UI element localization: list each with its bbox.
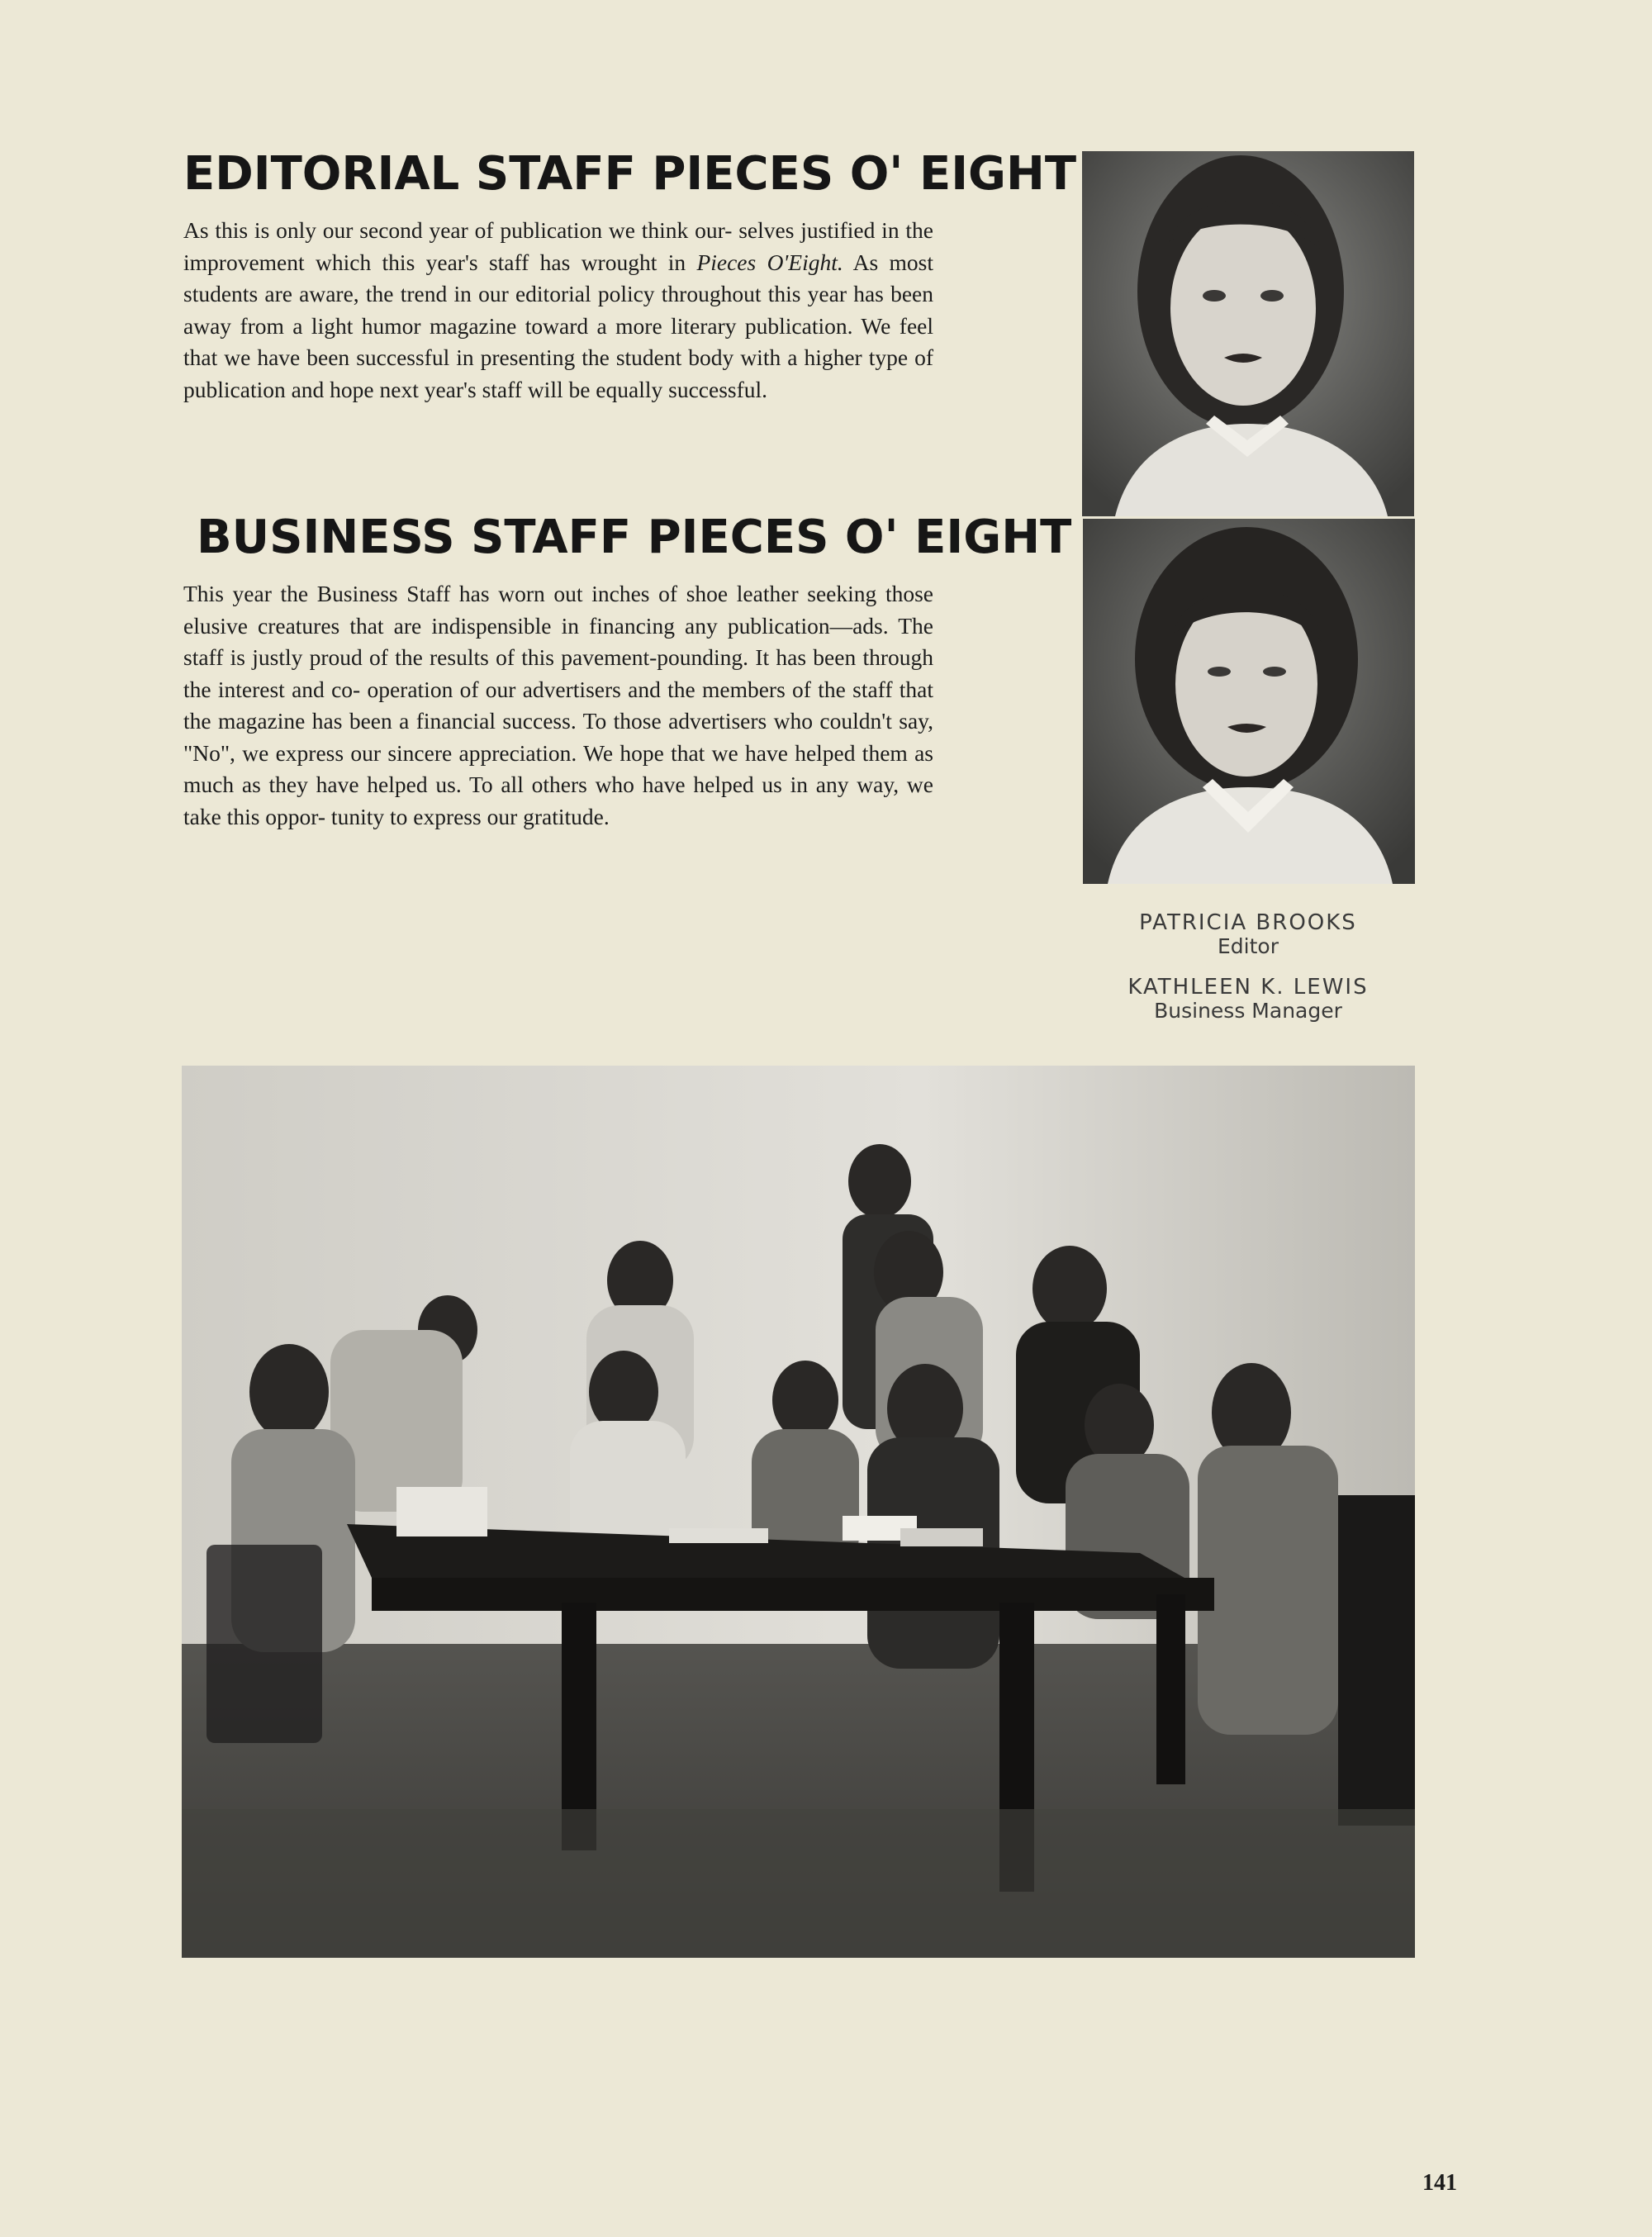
- editor-role: Editor: [1218, 934, 1279, 958]
- editorial-text-before: As this is only our second year of publication we think our- selves justified in the improvement which this year's staff has wrought in: [183, 217, 933, 275]
- business-manager-role: Business Manager: [1154, 999, 1342, 1023]
- editorial-heading: EDITORIAL STAFF PIECES O' EIGHT: [183, 147, 1077, 201]
- page-number: 141: [1422, 2170, 1457, 2196]
- business-manager-caption: [1082, 975, 1414, 1023]
- staff-group-photo: [182, 1066, 1415, 1958]
- editorial-paragraph: [183, 215, 933, 406]
- publication-title: Pieces O'Eight.: [696, 249, 843, 275]
- editor-caption: [1082, 910, 1414, 958]
- editor-portrait-photo: [1082, 151, 1414, 516]
- business-manager-name: KATHLEEN K. LEWIS: [1127, 975, 1369, 1000]
- business-paragraph: This year the Business Staff has worn out inches of shoe leather seeking those elusive creatures that are indispensible in financing any publication—ads. The staff is justly proud of the results of this pavement-pounding. It has been through the interest and co- operation of our advertisers and the members of the staff that the magazine has been a financial success. To those advertisers who couldn't say, "No", we express our sincere appreciation. We hope that we have helped them as much as they have helped us. To all others who have helped us in any way, we take this oppor- tunity to express our gratitude.: [183, 581, 933, 829]
- editorial-text-after: As most students are aware, the trend in our editorial policy throughout this year has been away from a light humor magazine toward a more literary publication. We feel that we have been successful in presenting the student body with a higher type of publication and hope next year's staff will be equally successful.: [183, 249, 933, 402]
- editor-name: PATRICIA BROOKS: [1139, 910, 1357, 935]
- business-manager-portrait-photo: [1083, 519, 1415, 884]
- business-heading: BUSINESS STAFF PIECES O' EIGHT: [197, 511, 1072, 564]
